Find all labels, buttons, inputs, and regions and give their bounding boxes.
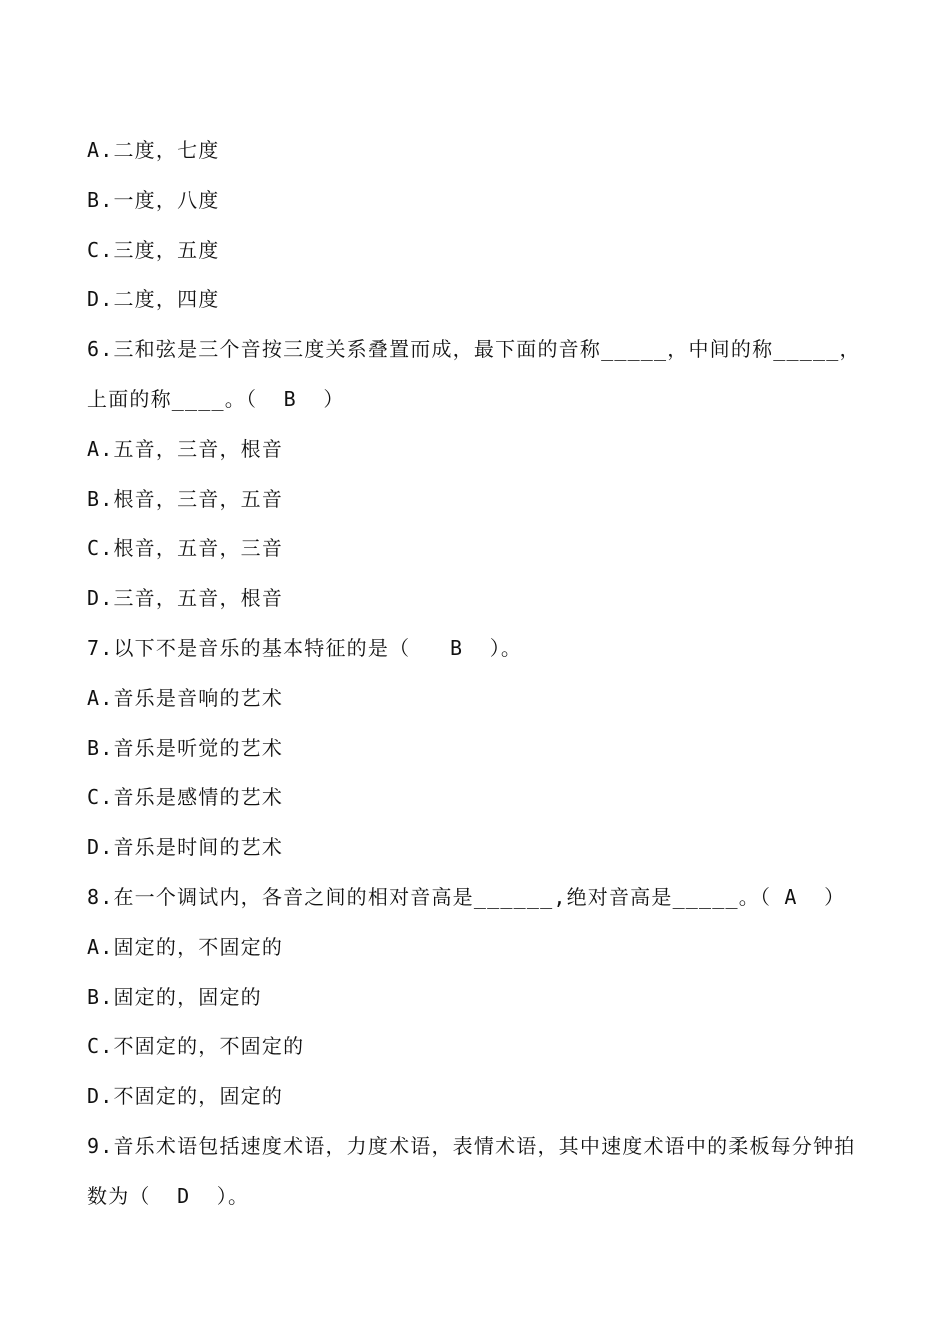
question-6-option-a: A.五音，三音，根音	[87, 436, 284, 461]
question-7-option-b: B.音乐是听觉的艺术	[87, 735, 284, 760]
question-8-stem: 8.在一个调试内，各音之间的相对音高是______,绝对音高是_____。（ A ）	[87, 884, 846, 909]
question-6-stem: 6.三和弦是三个音按三度关系叠置而成，最下面的音称_____，中间的称_____，上面的称____。（ B ）	[87, 337, 861, 411]
option-b: B.一度，八度	[87, 187, 220, 212]
question-7-option-d: D.音乐是时间的艺术	[87, 835, 284, 860]
question-7-option-a: A.音乐是音响的艺术	[87, 685, 284, 710]
question-7-option-c: C.音乐是感情的艺术	[87, 785, 284, 810]
question-7-stem: 7.以下不是音乐的基本特征的是（ B ）。	[87, 635, 523, 660]
question-8-option-b: B.固定的，固定的	[87, 984, 262, 1009]
option-c: C.三度，五度	[87, 237, 220, 262]
question-6-option-c: C.根音，五音，三音	[87, 536, 284, 561]
question-6-option-d: D.三音，五音，根音	[87, 586, 284, 611]
question-6-option-b: B.根音，三音，五音	[87, 486, 284, 511]
question-8-option-a: A.固定的，不固定的	[87, 934, 284, 959]
question-9-stem: 9.音乐术语包括速度术语，力度术语，表情术语，其中速度术语中的柔板每分钟拍数为（ D ）。	[87, 1133, 856, 1208]
option-a: A.二度，七度	[87, 138, 220, 162]
option-d: D.二度，四度	[87, 287, 220, 312]
question-8-option-c: C.不固定的，不固定的	[87, 1034, 305, 1059]
question-8-option-d: D.不固定的，固定的	[87, 1084, 284, 1109]
document-page	[87, 126, 867, 1222]
